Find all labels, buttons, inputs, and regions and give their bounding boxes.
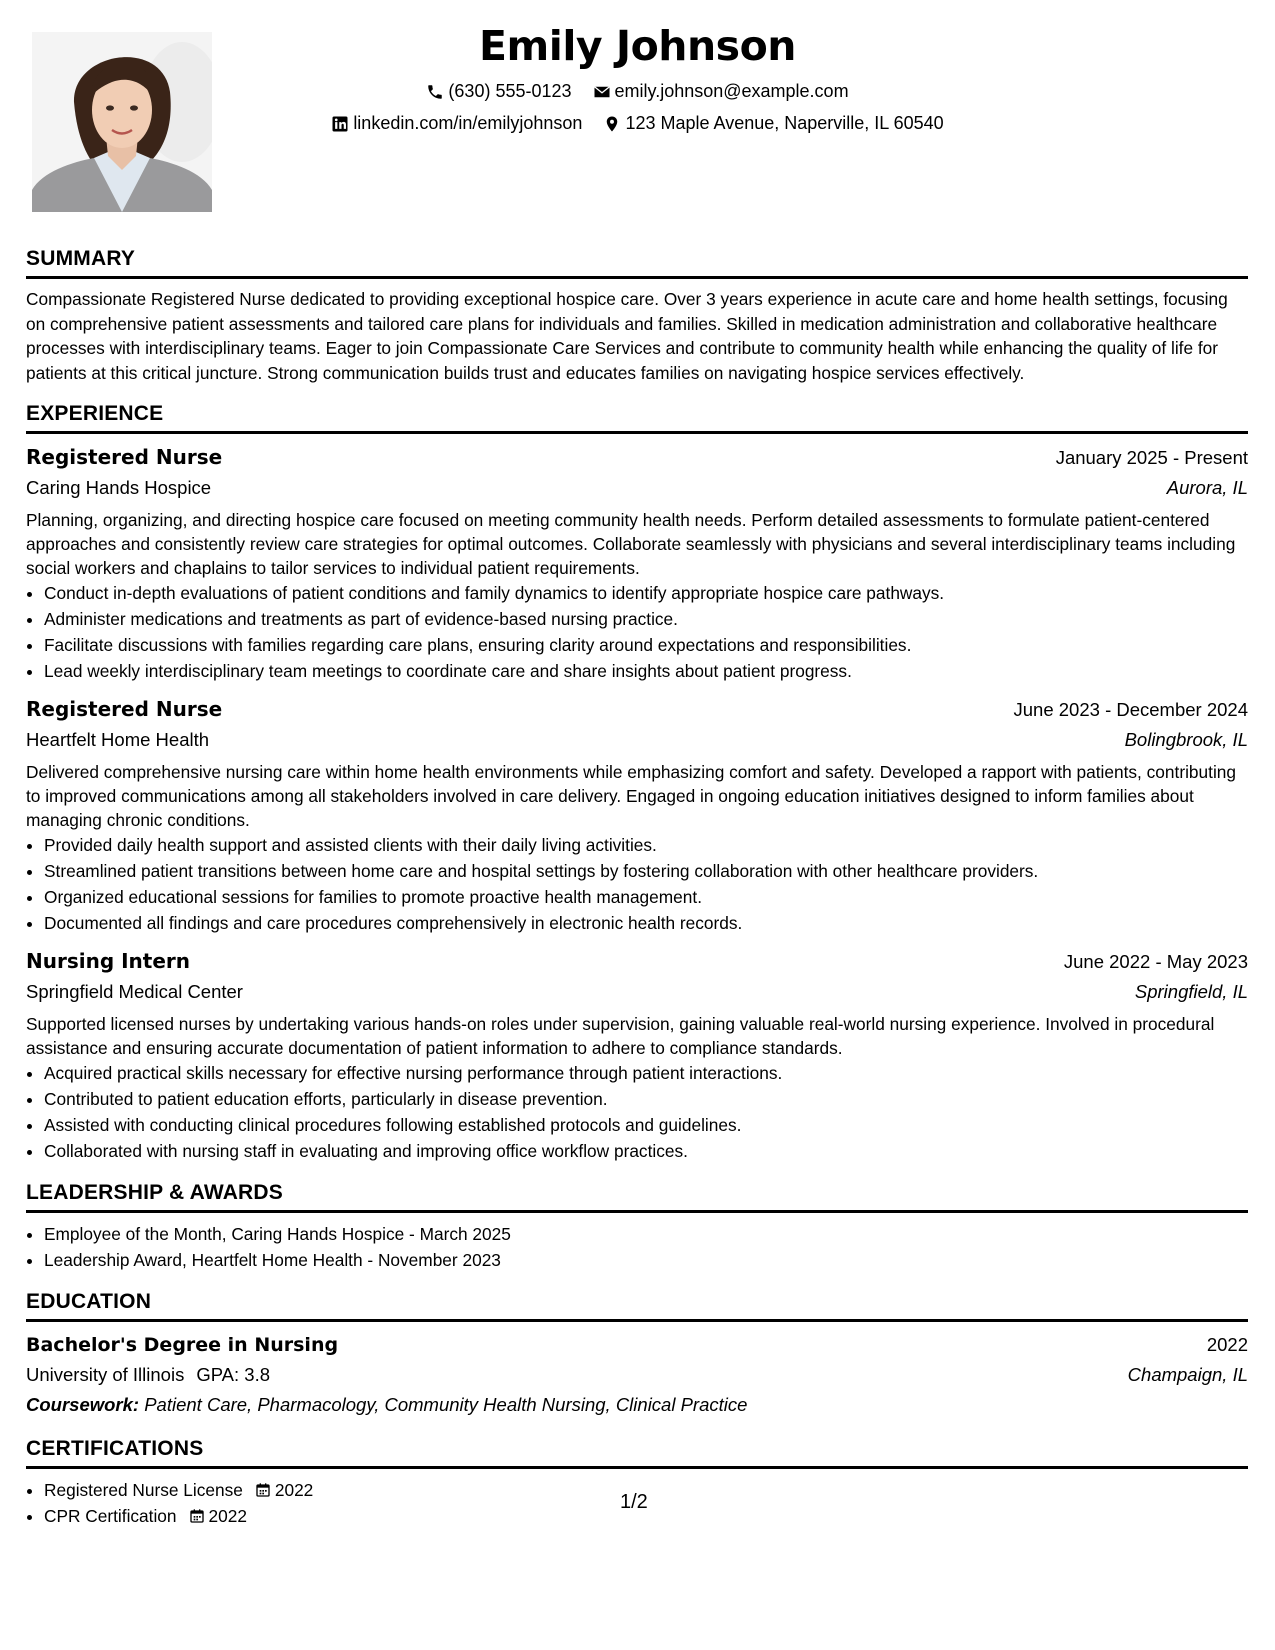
job-title: Nursing Intern [26,949,191,973]
experience-heading: EXPERIENCE [26,401,1248,434]
job-title: Registered Nurse [26,697,223,721]
education-heading: EDUCATION [26,1289,1248,1322]
job-entry [26,946,1248,1164]
job-bullets [26,1060,1248,1164]
linkedin-icon [331,115,349,133]
job-company: Springfield Medical Center [26,981,243,1002]
job-location: Bolingbrook, IL [1124,729,1248,750]
leadership-section [26,1180,1248,1273]
coursework-label: Coursework: [26,1394,140,1415]
job-company: Heartfelt Home Health [26,729,210,750]
job-date: June 2022 - May 2023 [1063,951,1248,972]
job-bullet: • Collaborated with nursing staff in evaluating and improving office workflow practices. [44,1138,1248,1164]
job-bullet: • Conduct in-depth evaluations of patient conditions and family dynamics to identify appropriate hospice care pathways. [44,580,1248,606]
job-bullets [26,832,1248,936]
phone-contact[interactable] [426,81,571,102]
award-list [26,1221,1248,1273]
summary-heading: SUMMARY [26,246,1248,279]
job-bullet: • Facilitate discussions with families regarding care plans, ensuring clarity around expectations and responsibilities. [44,632,1248,658]
phone-icon [426,83,444,101]
job-bullet: • Provided daily health support and assisted clients with their daily living activities. [44,832,1248,858]
education-section [26,1289,1248,1420]
award-item: • Leadership Award, Heartfelt Home Health - November 2023 [44,1247,1248,1273]
certifications-heading: CERTIFICATIONS [26,1436,1248,1469]
certification-name: • Registered Nurse License [44,1480,243,1500]
certification-year: 2022 [208,1506,247,1526]
job-description: Supported licensed nurses by undertaking various hands-on roles under supervision, gaining valuable real-world nursing experience. Involved in procedural assistance and ensuring accurate documentation of patient information to adhere to compliance standards. [26,1014,1215,1058]
job-date: January 2025 - Present [1055,447,1248,468]
candidate-name: Emily Johnson [479,22,796,70]
degree-year: 2022 [1206,1334,1248,1355]
summary-section [26,246,1248,385]
job-title: Registered Nurse [26,445,223,469]
job-bullet: • Contributed to patient education efforts, particularly in disease prevention. [44,1086,1248,1112]
email-contact[interactable] [593,81,849,102]
job-company: Caring Hands Hospice [26,477,212,498]
coursework-list: Patient Care, Pharmacology, Community Health Nursing, Clinical Practice [144,1394,748,1415]
address-contact [603,113,943,134]
certification-name: • CPR Certification [44,1506,177,1526]
job-bullet: • Documented all findings and care procedures comprehensively in electronic health records. [44,910,1248,936]
linkedin-contact[interactable] [331,113,582,134]
page-number: 1/2 [620,1491,648,1513]
resume-content [26,246,1248,1545]
phone-text: (630) 555-0123 [448,81,572,101]
job-description: Planning, organizing, and directing hospice care focused on meeting community health needs. Perform detailed assessments to formulate patient-centered approaches and consistently review care strategies for optimal outcomes. Collaborate seamlessly with physicians and several interdisciplinary teams including social workers and chaplains to tailor services to individual patient requirements. [26,510,1236,578]
experience-section [26,401,1248,1164]
job-bullet: • Acquired practical skills necessary for effective nursing performance through patient interactions. [44,1060,1248,1086]
email-text: emily.johnson@example.com [614,81,849,101]
address-text: 123 Maple Avenue, Naperville, IL 60540 [625,113,944,133]
job-date: June 2023 - December 2024 [1013,699,1248,720]
certification-year: 2022 [274,1480,314,1500]
job-bullet: • Administer medications and treatments as part of evidence-based nursing practice. [44,606,1248,632]
linkedin-text: linkedin.com/in/emilyjohnson [353,113,583,133]
school-name: University of Illinois [26,1364,185,1385]
job-bullets [26,580,1248,684]
envelope-icon [593,83,611,101]
calendar-icon [255,1482,271,1498]
job-entry [26,694,1248,936]
job-bullet: • Streamlined patient transitions between home care and hospital settings by fostering collaboration with other healthcare providers. [44,858,1248,884]
award-item: • Employee of the Month, Caring Hands Hospice - March 2025 [44,1221,1248,1247]
contact-line-2 [0,113,1275,138]
job-bullet: • Assisted with conducting clinical procedures following established protocols and guidelines. [44,1112,1248,1138]
job-entry [26,442,1248,684]
job-description: Delivered comprehensive nursing care within home health environments while emphasizing comfort and safety. Developed a rapport with patients, contributing to improved communications among all stakeholders involved in care delivery. Engaged in ongoing education initiatives designed to inform families about managing chronic conditions. [26,762,1237,830]
summary-text: Compassionate Registered Nurse dedicated to providing exceptional hospice care. Over 3 years experience in acute care and home health settings, focusing on comprehensive patient assessments and tailored care plans for individuals and families. Skilled in medication administration and collaborative healthcare processes with interdisciplinary teams. Eager to join Compassionate Care Services and contribute to community health while enhancing the quality of life for patients at this critical juncture. Strong communication builds trust and educates families on navigating hospice services effectively. [26,289,1228,383]
gpa: GPA: 3.8 [196,1364,271,1385]
job-bullet: • Lead weekly interdisciplinary team meetings to coordinate care and share insights about patient progress. [44,658,1248,684]
school-location: Champaign, IL [1127,1364,1248,1385]
degree-title: Bachelor's Degree in Nursing [26,1334,339,1356]
job-bullet: • Organized educational sessions for families to promote proactive health management. [44,884,1248,910]
leadership-heading: LEADERSHIP & AWARDS [26,1180,1248,1213]
coursework [26,1390,1248,1420]
job-location: Springfield, IL [1134,981,1248,1002]
job-location: Aurora, IL [1166,477,1248,498]
map-pin-icon [603,115,621,133]
certifications-section [26,1436,1248,1529]
contact-line-1 [0,81,1275,106]
calendar-icon [189,1508,205,1524]
